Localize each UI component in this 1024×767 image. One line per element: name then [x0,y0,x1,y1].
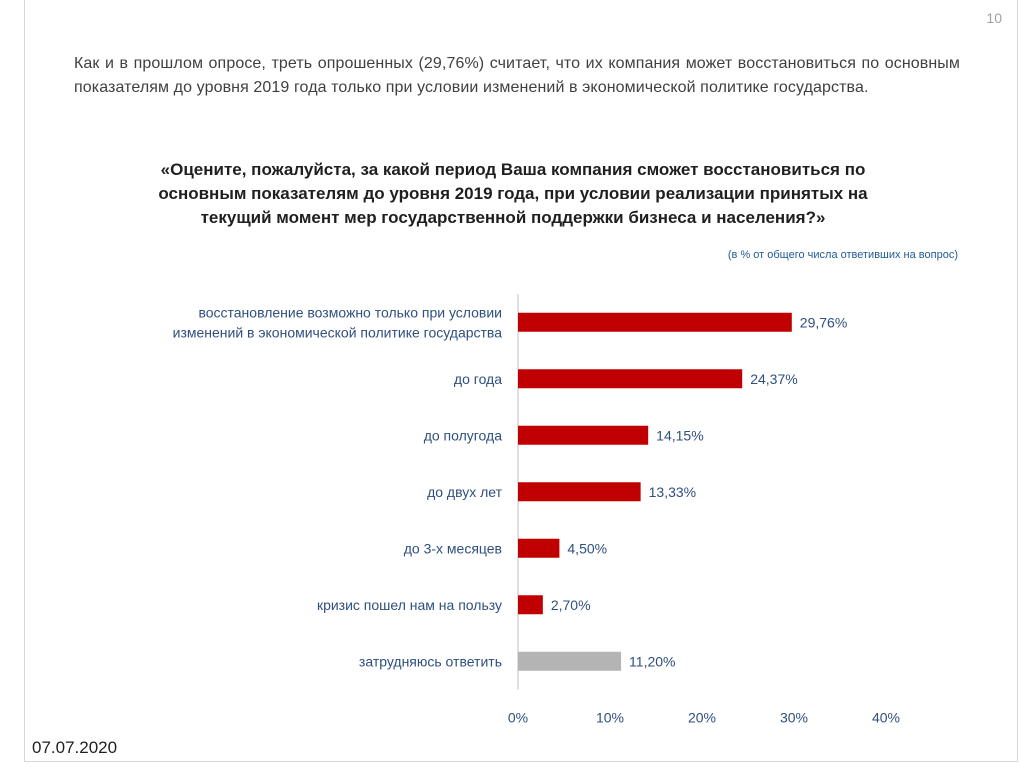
category-label: кризис пошел нам на пользу [316,596,502,613]
intro-text: Как и в прошлом опросе, треть опрошенных (29,76%) считает, что их компания может восстановиться по основным показателям до уровня 2019 года только при условии изменений в экономической политике государства. [74,55,960,96]
slide-number: 10 [986,10,1002,26]
category-label: до года [453,370,502,387]
bar [518,539,559,558]
data-label: 24,37% [750,370,798,387]
bar [518,313,792,332]
date-label: 07.07.2020 [32,738,118,757]
category-label: изменений в экономической политике государства [172,324,502,341]
data-label: 29,76% [799,314,848,331]
units-note: (в % от общего числа ответивших на вопрос) [727,249,958,261]
x-tick-label: 40% [871,709,901,726]
x-tick-label: 10% [595,709,625,726]
survey-question: «Оцените, пожалуйста, за какой период Ваша компания сможет восстановиться по основным показателям до уровня 2019 года, при условии реализации принятых на текущий момент мер государственной поддержки бизнеса и населения?» [158,160,868,227]
bar [518,369,742,388]
data-label: 14,15% [656,427,704,444]
data-label: 4,50% [567,540,608,557]
x-tick-label: 20% [687,709,717,726]
category-label: до полугода [423,427,502,444]
bar [518,482,641,501]
data-label: 11,20% [629,653,676,670]
data-label: 2,70% [550,596,591,613]
data-label: 13,33% [648,483,697,500]
bar [518,652,621,671]
bar [518,595,543,614]
category-label: до двух лет [427,483,502,500]
category-label: восстановление возможно только при условии [198,304,502,321]
x-tick-label: 30% [779,709,809,726]
category-label: до 3-х месяцев [403,540,502,557]
category-label: затрудняюсь ответить [358,653,502,670]
x-tick-label: 0% [507,709,529,726]
bar [518,426,648,445]
